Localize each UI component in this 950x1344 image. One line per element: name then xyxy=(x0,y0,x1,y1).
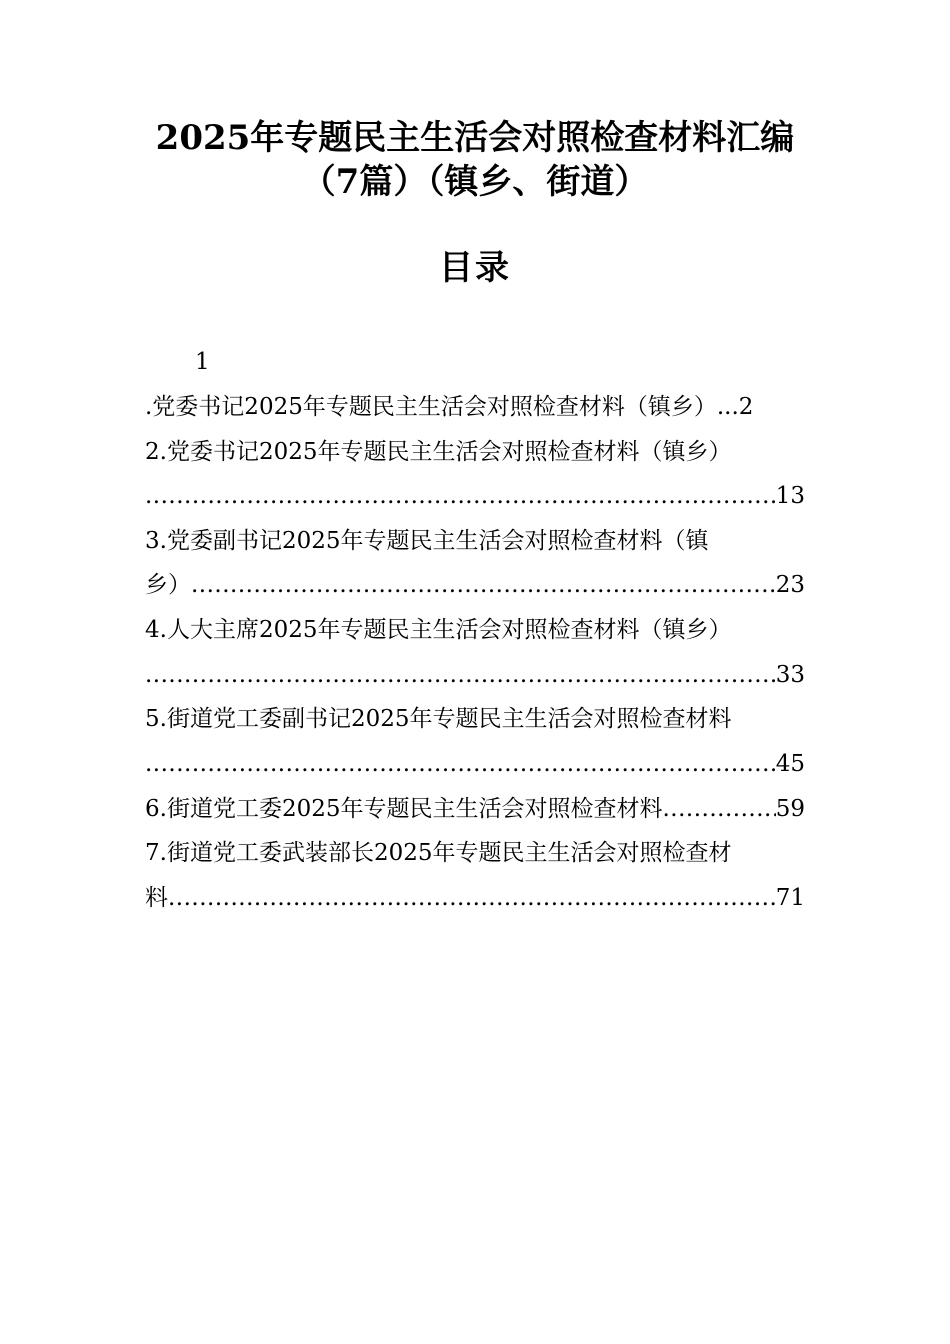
leader-dots xyxy=(191,570,776,600)
leader-dots xyxy=(145,481,776,511)
toc-entry-3-line2: 乡） xyxy=(145,572,191,598)
toc-entry-4-line1[interactable]: 4.人大主席2025年专题民主生活会对照检查材料（镇乡） xyxy=(145,617,732,643)
toc-entry-2-leader-line[interactable] xyxy=(145,481,805,511)
toc-entry-7-line2: 料 xyxy=(145,885,168,911)
toc-entry-6-line1: 6.街道党工委2025年专题民主生活会对照检查材料 xyxy=(145,796,663,822)
toc-heading: 目录 xyxy=(439,248,511,288)
toc-entry-7-page: 71 xyxy=(775,885,805,911)
document-title-line1: 2025年专题民主生活会对照检查材料汇编 xyxy=(155,118,795,158)
toc-entry-5-line1[interactable]: 5.街道党工委副书记2025年专题民主生活会对照检查材料 xyxy=(145,706,732,732)
toc-entry-7-leader-line[interactable] xyxy=(145,883,805,913)
toc-entry-6-leader-line[interactable] xyxy=(145,794,805,824)
toc-entry-2-line1[interactable]: 2.党委书记2025年专题民主生活会对照检查材料（镇乡） xyxy=(145,439,732,465)
toc-entry-3-leader-line[interactable] xyxy=(145,570,805,600)
leader-dots xyxy=(168,883,776,913)
toc-entry-3-line1[interactable]: 3.党委副书记2025年专题民主生活会对照检查材料（镇 xyxy=(145,528,709,554)
toc-entry-2-page: 13 xyxy=(775,483,805,509)
leader-dots xyxy=(145,749,776,779)
toc-entry-3-page: 23 xyxy=(775,572,805,598)
toc-entry-6-page: 59 xyxy=(775,796,805,822)
toc-entry-1[interactable]: .党委书记2025年专题民主生活会对照检查材料（镇乡）...2 xyxy=(145,394,754,420)
leader-dots xyxy=(662,794,775,824)
document-title-line2: （7篇）（镇乡、街道） xyxy=(301,162,649,202)
toc-entry-5-leader-line[interactable] xyxy=(145,749,805,779)
toc-entry-4-leader-line[interactable] xyxy=(145,660,805,690)
toc-stray-number: 1 xyxy=(195,349,210,375)
toc-entry-5-page: 45 xyxy=(775,751,805,777)
leader-dots xyxy=(145,660,776,690)
toc-entry-7-line1[interactable]: 7.街道党工委武装部长2025年专题民主生活会对照检查材 xyxy=(145,840,732,866)
toc-entry-4-page: 33 xyxy=(775,662,805,688)
